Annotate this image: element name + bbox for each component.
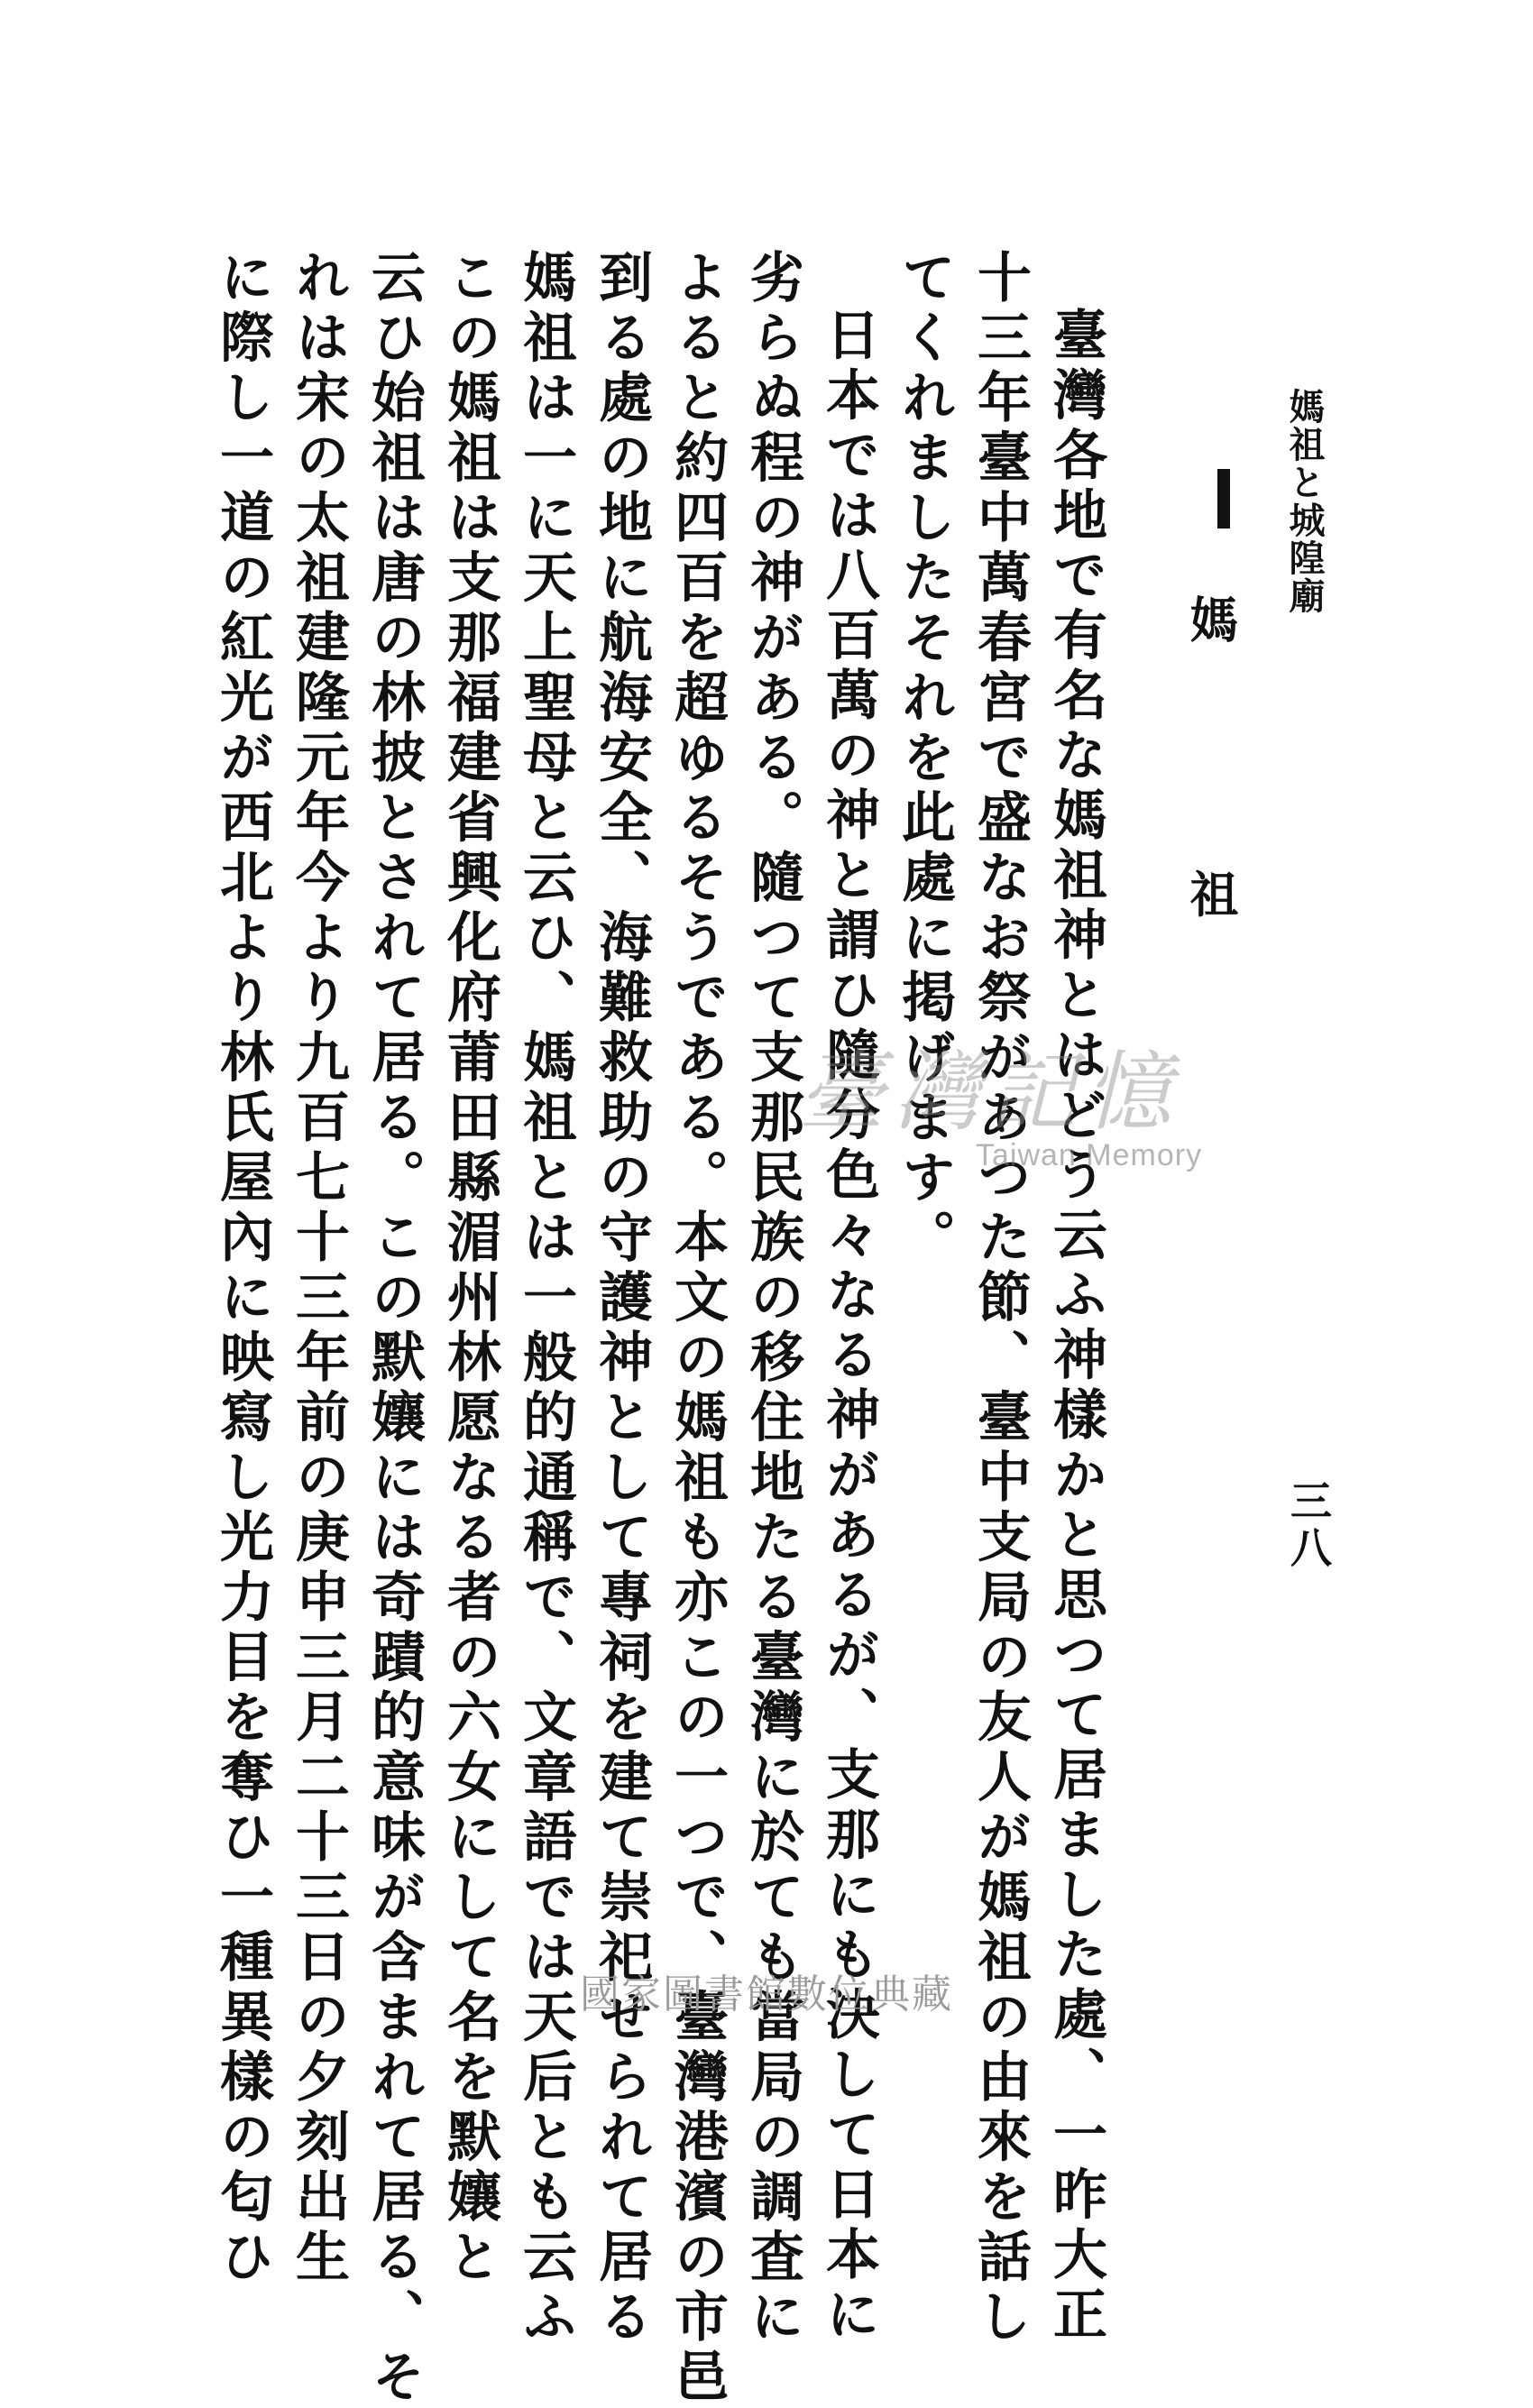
heading-dash (1217, 469, 1230, 528)
section-heading (1177, 469, 1246, 1023)
text-column: 劣らぬ程の神がある。隨つて支那民族の移住地たる臺灣に於ても當局の調査に (741, 249, 804, 2348)
footer-credit: 國家圖書館數位典藏 (580, 1971, 953, 2017)
text-column: 云ひ始祖は唐の林披とされて居る。この默孃には奇蹟的意味が含まれて居る、そ (363, 249, 426, 2408)
text-column: れは宋の太祖建隆元年今より九百七十三年前の庚申三月二十三日の夕刻出生 (287, 249, 350, 2288)
section-title: 媽 祖 (1182, 593, 1240, 1023)
text-column: 日本では八百萬の神と謂ひ隨分色々なる神があるが、支那にも決して日本に (817, 307, 880, 2346)
text-column: 到る處の地に航海安全、海難救助の守護神として專祠を建て崇祀せられて居る (590, 249, 653, 2348)
page-number: 三八 (1284, 1479, 1333, 1573)
text-column: 臺灣各地で有名な媽祖神とはどう云ふ神樣かと思つて居ました處、一昨大正 (1044, 307, 1107, 2346)
text-column: この媽祖は支那福建省興化府莆田縣湄州林愿なる者の六女にして名を默孃と (438, 249, 501, 2288)
text-column: てくれましたそれを此處に掲げます。 (893, 249, 956, 1269)
running-title: 媽祖と城隍廟 (1283, 388, 1326, 615)
watermark-subtext: Taiwan Memory (976, 1138, 1203, 1172)
text-column: に際し一道の紅光が西北より林氏屋內に映寫し光力目を奪ひ一種異樣の匂ひ (211, 249, 274, 2288)
text-column: 十三年臺中萬春宮で盛なお祭があつた節、臺中支局の友人が媽祖の由來を話し (968, 249, 1032, 2348)
text-column: よると約四百を超ゆるそうである。本文の媽祖も亦この一つで、臺灣港濱の市邑 (666, 249, 729, 2408)
watermark-logo: 臺灣記憶 (798, 1042, 1180, 1143)
text-column: 媽祖は一に天上聖母と云ひ、媽祖とは一般的通稱で、文章語では天后とも云ふ (514, 249, 577, 2348)
